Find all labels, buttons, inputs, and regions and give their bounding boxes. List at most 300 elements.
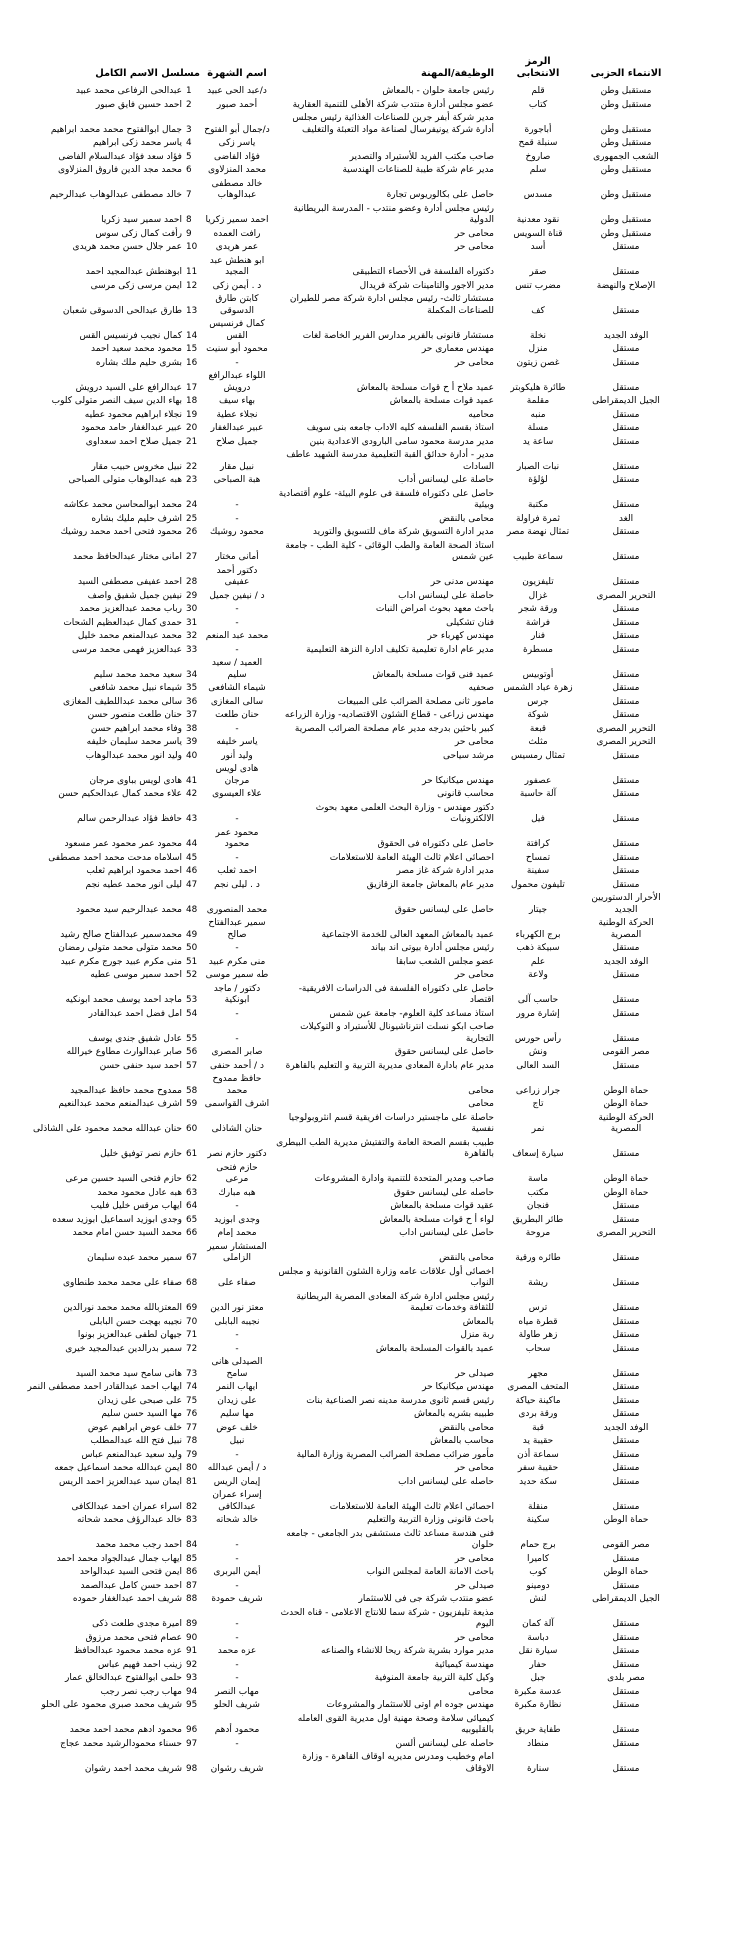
full-name-cell: شيماء نبيل محمد شافعى xyxy=(89,683,182,693)
serial-number-cell: 18 xyxy=(186,396,198,406)
electoral-symbol-cell: تمساح xyxy=(525,852,551,863)
occupation-cell: حاصل على بكالوريوس تجارة xyxy=(386,190,494,200)
party-affiliation-cell: مستقبل وطن xyxy=(600,215,652,225)
party-affiliation-cell: مستقل xyxy=(612,1409,640,1419)
candidate-row xyxy=(6,86,670,98)
serial-number-cell: 91 xyxy=(186,1646,198,1656)
full-name-cell: رباب محمد عبدالعزيز محمد xyxy=(79,604,182,614)
full-name-cell: محمد مجد الدين فاروق المنزلاوى xyxy=(57,165,182,175)
candidate-row xyxy=(6,1061,670,1073)
occupation-cell: مهندس كهرباء حر xyxy=(427,631,494,641)
full-name-cell: بهاء الدين سيف النصر متولى كلوب xyxy=(51,396,182,406)
serial-number-cell: 26 xyxy=(186,527,198,537)
serial-number-cell: 67 xyxy=(186,1253,198,1263)
electoral-symbol-cell: سكينة xyxy=(526,1515,550,1525)
alias-cell: - xyxy=(235,1330,239,1340)
occupation-cell: استاذ بقسم الفلسفه كليه الاداب جامعه بنى سويف xyxy=(306,423,494,433)
serial-number-cell: 55 xyxy=(186,1033,198,1044)
occupation-cell: مدير عام ادارة تعليمية تكليف ادارة النزهة التعليمية xyxy=(306,644,494,655)
occupation-cell: صيدلى حر xyxy=(455,1368,494,1379)
party-affiliation-cell: مستقل xyxy=(612,1659,640,1670)
alias-cell: احمد ثعلب xyxy=(217,866,257,876)
candidate-row xyxy=(6,1292,670,1315)
candidate-row xyxy=(6,658,670,681)
alias-cell: شيماء الشافعى xyxy=(208,683,266,693)
serial-number-cell: 53 xyxy=(186,995,198,1005)
serial-number-cell: 84 xyxy=(186,1540,198,1550)
serial-number-cell: 52 xyxy=(186,970,198,980)
serial-number-cell: 89 xyxy=(186,1619,198,1629)
electoral-symbol-cell: سلم xyxy=(529,165,547,175)
electoral-symbol-cell: كوب xyxy=(529,1567,547,1577)
occupation-cell: محامى حر xyxy=(454,1632,494,1643)
candidate-row xyxy=(6,152,670,164)
candidate-row xyxy=(6,1477,670,1489)
candidate-row xyxy=(6,1317,670,1329)
alias-cell: د . أيمن زكى xyxy=(212,280,262,291)
serial-number-cell: 2 xyxy=(186,99,192,110)
full-name-cell: نجيبه بهجت حسن البابلى xyxy=(89,1316,182,1327)
occupation-cell: استاذ الصحة العامة والطب الوقائى - كلية الطب - جامعة عين شمس xyxy=(285,540,494,562)
serial-number-cell: 6 xyxy=(186,165,192,175)
occupation-cell: حاصلة على ليسانس أداب xyxy=(398,475,494,485)
candidate-row xyxy=(6,319,670,342)
candidate-row xyxy=(6,724,670,736)
occupation-cell: عضو منتدب شركة جى فى للاستثمار xyxy=(358,1594,494,1604)
alias-cell: شريف الحلو xyxy=(214,1700,260,1710)
candidate-row xyxy=(6,1215,670,1227)
alias-cell: - xyxy=(235,1033,239,1044)
alias-cell: كمال فرنسيس القس xyxy=(209,319,265,341)
serial-number-cell: 54 xyxy=(186,1008,198,1019)
party-affiliation-cell: مستقبل وطن xyxy=(600,190,652,200)
occupation-cell: رئيس مجلس أدارة بيوتى اند بياند xyxy=(370,943,494,953)
candidate-row xyxy=(6,1047,670,1059)
party-affiliation-cell: مستقل xyxy=(612,382,640,393)
full-name-cell: وليد انور محمد عبدالوهاب xyxy=(85,750,182,761)
full-name-cell: اسلاماه مدحت محمد احمد مصطفى xyxy=(48,852,182,863)
party-affiliation-cell: التحرير المصرى xyxy=(596,723,656,734)
full-name-cell: خالد مصطفى عبدالوهاب عبدالرحيم xyxy=(49,190,182,200)
full-name-cell: جمال ابوالفتوح محمد محمد ابراهيم xyxy=(50,124,182,135)
serial-number-cell: 36 xyxy=(186,696,198,707)
header-electoral-symbol xyxy=(498,56,578,79)
occupation-cell: رئيس جامعة حلوان - بالمعاش xyxy=(382,86,494,96)
alias-cell: إيمان الريس xyxy=(213,1476,261,1487)
full-name-cell: نجلاء ابراهيم محمود عطيه xyxy=(84,409,182,420)
occupation-cell: اخصائى أول علاقات عامه وزارة الشئون القانونية و مجلس النواب xyxy=(278,1266,494,1288)
serial-number-cell: 8 xyxy=(186,215,192,225)
full-name-cell: احمد سيد حنفى حسن xyxy=(99,1060,182,1071)
full-name-cell: حازم نصر توفيق خليل xyxy=(100,1149,182,1159)
electoral-symbol-cell: آلة كمان xyxy=(522,1619,554,1629)
electoral-symbol-cell: زهر طاولة xyxy=(518,1330,558,1340)
occupation-cell: مدير ادارة شركة غاز مصر xyxy=(396,866,494,876)
full-name-cell: سمير بدرالدين عبدالمجيد خيرى xyxy=(65,1343,182,1354)
party-affiliation-cell: مستقل xyxy=(612,1395,640,1406)
candidate-row xyxy=(6,1267,670,1290)
candidate-row xyxy=(6,828,670,851)
occupation-cell: صيدلى حر xyxy=(455,1580,494,1591)
full-name-cell: محمد عبدالرحيم سيد محمود xyxy=(76,904,182,915)
party-affiliation-cell: مستقل xyxy=(612,683,640,693)
party-affiliation-cell: مستقل xyxy=(612,866,640,876)
full-name-cell: عزه محمد محمود عبدالحافظ xyxy=(73,1646,182,1656)
party-affiliation-cell: مستقل xyxy=(612,409,640,420)
party-affiliation-cell: حماة الوطن xyxy=(603,1187,649,1198)
party-affiliation-cell: التحرير المصرى xyxy=(596,737,656,747)
electoral-symbol-cell: حقيبة سفر xyxy=(517,1463,559,1473)
full-name-cell: سعيد محمد محمد سليم xyxy=(93,669,182,680)
electoral-symbol-cell: أوتوبيس xyxy=(522,669,554,680)
candidate-row xyxy=(6,789,670,801)
header-electoral-symbol-line1: الرمز xyxy=(525,56,551,67)
alias-cell: على زيدان xyxy=(217,1395,257,1406)
occupation-cell: محامى حر xyxy=(454,1463,494,1473)
alias-cell: عمر هريدى xyxy=(215,242,259,252)
party-affiliation-cell: الحركة الوطنية المصرية xyxy=(598,918,654,940)
party-affiliation-cell: مستقل xyxy=(612,1449,640,1460)
serial-number-cell: 40 xyxy=(186,750,198,761)
alias-cell: خالد شحاته xyxy=(215,1515,259,1525)
electoral-symbol-cell: تليفزيون xyxy=(522,577,554,587)
party-affiliation-cell: مستقبل وطن xyxy=(600,228,652,239)
serial-number-cell: 71 xyxy=(186,1330,198,1340)
candidate-row xyxy=(6,1163,670,1186)
party-affiliation-cell: مستقل xyxy=(612,995,640,1005)
alias-cell: شريف رشوان xyxy=(210,1763,264,1774)
party-affiliation-cell: الحركة الوطنية المصرية xyxy=(598,1112,654,1134)
full-name-cell: نبيل مخروس حبيب مقار xyxy=(91,461,182,472)
candidate-row xyxy=(6,1463,670,1475)
alias-cell: ايهاب النمر xyxy=(216,1382,258,1392)
alias-cell: شريف حمودة xyxy=(211,1594,263,1604)
alias-cell: دكتور أحمد عفيفى xyxy=(216,565,258,587)
alias-cell: - xyxy=(235,814,239,824)
candidate-row xyxy=(6,450,670,473)
electoral-symbol-cell: كاميرا xyxy=(526,1553,550,1564)
occupation-cell: حاصلة على ماجستير دراسات افريقية قسم انثروبولوجيا نفسية xyxy=(288,1112,494,1134)
alias-cell: حازم فتحى مرعى xyxy=(216,1162,258,1184)
party-affiliation-cell: مستقل xyxy=(612,1553,640,1564)
candidate-row xyxy=(6,751,670,763)
alias-cell: محمد المنزلاوى xyxy=(207,165,267,175)
full-name-cell: ايمان سيد عبدالعزيز احمد الريس xyxy=(59,1476,182,1487)
occupation-cell: عميد ملاح أ ح قوات مسلحة بالمعاش xyxy=(356,382,494,393)
occupation-cell: رئيس مجلس ادارة شركة المعادى المصرية البريطانية للثقافة وخدمات تعليمة xyxy=(296,1291,494,1313)
electoral-symbol-cell: قلم xyxy=(531,86,545,96)
electoral-symbol-cell: فنجان xyxy=(526,1201,550,1211)
alias-cell: نبيل xyxy=(229,1436,245,1446)
party-affiliation-cell: مصر بلدى xyxy=(607,1673,645,1683)
party-affiliation-cell: مستقبل وطن xyxy=(600,138,652,148)
candidate-row xyxy=(6,1515,670,1527)
full-name-cell: صفاء على محمد محمد طنطاوى xyxy=(63,1278,182,1288)
serial-number-cell: 81 xyxy=(186,1476,198,1487)
candidate-row xyxy=(6,1581,670,1593)
electoral-symbol-cell: سيارة نقل xyxy=(518,1646,558,1656)
party-affiliation-cell: الغد xyxy=(618,513,634,524)
alias-cell: وليد أنور xyxy=(221,750,253,761)
party-affiliation-cell: مستقل xyxy=(612,577,640,587)
occupation-cell: مرشد سياحى xyxy=(443,750,494,761)
alias-cell: علاء العيسوى xyxy=(212,789,262,799)
serial-number-cell: 59 xyxy=(186,1099,198,1109)
electoral-symbol-cell: ترس xyxy=(528,1303,548,1313)
electoral-symbol-cell: ريشة xyxy=(528,1278,548,1288)
electoral-symbol-cell: سفينة xyxy=(526,866,550,876)
party-affiliation-cell: مستقل xyxy=(612,631,640,641)
electoral-symbol-cell: شوكة xyxy=(527,710,549,720)
occupation-cell: حاصل على ليسانس حقوق xyxy=(394,1047,494,1057)
full-name-cell: صابر عبدالوارث مطاوع خيرالله xyxy=(66,1047,182,1057)
electoral-symbol-cell: فنار xyxy=(530,631,546,641)
candidate-row xyxy=(6,1567,670,1579)
electoral-symbol-cell: مكتبة xyxy=(527,500,549,510)
alias-cell: كابتن طارق الدسوقى xyxy=(215,294,259,316)
electoral-symbol-cell: قناة السويس xyxy=(513,228,563,239)
occupation-cell: عضو مجلس أدارة منتدب شركة الأهلى للتنمية العقارية xyxy=(292,99,494,110)
candidate-row xyxy=(6,1490,670,1513)
party-affiliation-cell: الأحرار الدستوريين الجديد xyxy=(591,893,661,915)
electoral-symbol-cell: منقلة xyxy=(528,1501,548,1512)
electoral-symbol-cell: صاروخ xyxy=(525,151,551,162)
candidate-row xyxy=(6,1554,670,1566)
alias-cell: اشرف القواسمى xyxy=(204,1099,270,1109)
full-name-cell: عبدالرافع على السيد درويش xyxy=(75,382,182,393)
candidate-row xyxy=(6,970,670,982)
alias-cell: د/عبد الحى عبيد xyxy=(207,86,267,96)
serial-number-cell: 50 xyxy=(186,943,198,953)
occupation-cell: مدير الاجور والتامينات شركة فريدال xyxy=(359,280,494,291)
alias-cell: حنان طلعت xyxy=(215,710,259,720)
full-name-cell: ايمن عبدالله محمد اسماعيل جمعه xyxy=(54,1463,182,1473)
serial-number-cell: 14 xyxy=(186,330,198,341)
electoral-symbol-cell: لؤلؤة xyxy=(528,475,548,485)
alias-cell: طه سمير موسى xyxy=(205,970,269,980)
serial-number-cell: 82 xyxy=(186,1501,198,1512)
candidate-row xyxy=(6,1188,670,1200)
occupation-cell: مدير موارد بشرية شركة ريحا للانشاء والصناعه xyxy=(320,1646,494,1656)
candidate-row xyxy=(6,179,670,202)
electoral-symbol-cell: حفار xyxy=(529,1659,547,1670)
full-name-cell: علاء محمد كمال عبدالحكيم حسن xyxy=(58,789,182,799)
electoral-symbol-cell: مسطرة xyxy=(523,644,553,655)
occupation-cell: مدير - أدارة حدائق القبة التعليمية مدرسة الشهيد عاطف السادات xyxy=(286,450,494,472)
serial-number-cell: 95 xyxy=(186,1700,198,1710)
electoral-symbol-cell: ورقة بردى xyxy=(518,1409,558,1419)
occupation-cell: حاصلة على ليسانس اداب xyxy=(398,590,494,601)
party-affiliation-cell: مستقل xyxy=(612,461,640,472)
serial-number-cell: 96 xyxy=(186,1725,198,1735)
alias-cell: محمد المنصورى xyxy=(206,904,268,915)
alias-cell: - xyxy=(235,1343,239,1354)
candidate-row xyxy=(6,853,670,865)
candidate-row xyxy=(6,1594,670,1606)
party-affiliation-cell: مستقل xyxy=(612,242,640,252)
party-affiliation-cell: مستقل xyxy=(612,1632,640,1643)
candidate-row xyxy=(6,514,670,526)
full-name-cell: نيفين جميل شفيق واصف xyxy=(87,590,182,601)
full-name-cell: ممدوح محمد حافظ عبدالمجيد xyxy=(70,1085,182,1096)
electoral-symbol-cell: أسد xyxy=(530,242,546,252)
full-name-cell: المعتزبالله محمد محمد نورالدين xyxy=(63,1303,182,1313)
electoral-symbol-cell: تاج xyxy=(532,1099,544,1109)
occupation-cell: محامى حر xyxy=(454,737,494,747)
serial-number-cell: 85 xyxy=(186,1553,198,1564)
alias-cell: هبه مبارك xyxy=(218,1187,256,1198)
serial-number-cell: 80 xyxy=(186,1463,198,1473)
serial-number-cell: 74 xyxy=(186,1382,198,1392)
full-name-cell: هادى لويس بباوى مرجان xyxy=(89,775,182,786)
full-name-cell: محمود عمر محمود عمر مسعود xyxy=(64,839,182,849)
occupation-cell: محامى حر xyxy=(454,357,494,368)
serial-number-cell: 87 xyxy=(186,1580,198,1591)
serial-number-cell: 20 xyxy=(186,423,198,433)
candidate-row xyxy=(6,358,670,370)
occupation-cell: حاصل على ليسانس اداب xyxy=(399,1228,494,1238)
candidate-row xyxy=(6,1228,670,1240)
party-affiliation-cell: مستقل xyxy=(612,775,640,786)
alias-cell: - xyxy=(235,723,239,734)
electoral-symbol-cell: فراشة xyxy=(525,617,551,628)
occupation-cell: مهندس معمارى حر xyxy=(421,344,494,354)
candidate-row xyxy=(6,566,670,589)
party-affiliation-cell: مستقل xyxy=(612,696,640,707)
occupation-cell: مدير عام بادارة المعادى مديرية التربية و التعليم بالقاهرة xyxy=(285,1060,494,1071)
full-name-cell: خلف عوض ابراهيم عوض xyxy=(87,1422,182,1433)
candidate-row xyxy=(6,604,670,616)
electoral-symbol-cell: سكة حديد xyxy=(519,1476,557,1487)
occupation-cell: محامى xyxy=(468,1099,494,1109)
occupation-cell: محامى بالنقض xyxy=(439,1422,494,1433)
alias-cell: د . ليلى نجم xyxy=(214,879,260,890)
alias-cell: رافت العمده xyxy=(213,228,261,239)
party-affiliation-cell: حماة الوطن xyxy=(603,1174,649,1184)
alias-cell: د/جمال أبو الفتوح xyxy=(204,124,270,135)
candidate-row xyxy=(6,631,670,643)
party-affiliation-cell: مستقل xyxy=(612,1303,640,1313)
electoral-symbol-cell: جيتار xyxy=(528,904,548,915)
serial-number-cell: 77 xyxy=(186,1422,198,1433)
candidate-row xyxy=(6,396,670,408)
header-serial-and-full-name: مسلسل الاسم الكامل xyxy=(95,67,200,79)
full-name-cell: احمد سمير سيد زكريا xyxy=(101,215,182,225)
full-name-cell: رأفت كمال زكى سوس xyxy=(95,228,182,239)
party-affiliation-cell: مصر القومى xyxy=(602,1540,650,1550)
electoral-symbol-cell: ماكينة حياكة xyxy=(515,1395,561,1406)
candidate-row xyxy=(6,1700,670,1712)
party-affiliation-cell: مستقبل وطن xyxy=(600,99,652,110)
candidate-row xyxy=(6,1739,670,1751)
alias-cell: منى مكرم عبيد xyxy=(208,956,266,967)
alias-cell: محمود عمر محمود xyxy=(215,827,259,849)
full-name-cell: امانى مختار عبدالحافظ محمد xyxy=(72,552,182,562)
occupation-cell: احصائى اعلام ثالث الهيئة العامة للاستعلامات xyxy=(329,1501,494,1512)
serial-number-cell: 70 xyxy=(186,1316,198,1327)
full-name-cell: محمدسمير عبدالفتاح صالح رشيد xyxy=(60,929,182,940)
party-affiliation-cell: مستقل xyxy=(612,669,640,680)
occupation-cell: مهندس ميكانيكا حر xyxy=(422,1382,494,1392)
party-affiliation-cell: مستقل xyxy=(612,852,640,863)
candidate-row xyxy=(6,1660,670,1672)
occupation-cell: احصائى اعلام ثالث الهيئة العامة للاستعلامات xyxy=(329,852,494,863)
full-name-cell: هبه عادل محمود محمد xyxy=(97,1187,182,1198)
serial-number-cell: 37 xyxy=(186,710,198,720)
electoral-symbol-cell: منبه xyxy=(530,409,546,420)
alias-cell: - xyxy=(235,1553,239,1564)
serial-number-cell: 78 xyxy=(186,1436,198,1446)
electoral-symbol-cell: أباجورة xyxy=(524,124,552,135)
full-name-cell: محمد السيد حسن امام محمد xyxy=(72,1228,182,1238)
occupation-cell: محاميه xyxy=(468,409,494,420)
electoral-symbol-cell: حقيبة يد xyxy=(522,1436,554,1446)
alias-cell: - xyxy=(235,357,239,368)
party-affiliation-cell: مستقل xyxy=(612,1501,640,1512)
alias-cell: خالد مصطفى عبدالوهاب xyxy=(211,178,263,200)
electoral-symbol-cell: طفاية حريق xyxy=(515,1725,561,1735)
candidate-row xyxy=(6,1382,670,1394)
candidate-row xyxy=(6,229,670,241)
alias-cell: محمد عبد المنعم xyxy=(205,631,269,641)
candidate-row xyxy=(6,1074,670,1097)
party-affiliation-cell: مستقل xyxy=(612,1008,640,1019)
serial-number-cell: 66 xyxy=(186,1228,198,1238)
alias-cell: - xyxy=(235,1449,239,1460)
candidate-row xyxy=(6,880,670,892)
alias-cell: احمد سمير زكريا xyxy=(205,215,269,225)
serial-number-cell: 32 xyxy=(186,631,198,641)
party-affiliation-cell: التحرير المصرى xyxy=(596,1228,656,1238)
electoral-symbol-cell: علم xyxy=(530,956,546,967)
candidate-row xyxy=(6,1687,670,1699)
party-affiliation-cell: مستقبل وطن xyxy=(600,124,652,135)
candidate-row xyxy=(6,1608,670,1631)
serial-number-cell: 93 xyxy=(186,1673,198,1683)
party-affiliation-cell: مستقل xyxy=(612,1382,640,1392)
full-name-cell: عادل شفيق جندى يوسف xyxy=(88,1033,182,1044)
full-name-cell: اشرف حليم مليك بشاره xyxy=(91,513,182,524)
alias-cell: د / نيفين جميل xyxy=(209,590,265,601)
alias-cell: محمود أبو سنيت xyxy=(206,344,268,354)
party-affiliation-cell: مستقل xyxy=(612,604,640,614)
occupation-cell: باحث الامانة العامة لمجلس النواب xyxy=(366,1567,494,1577)
serial-number-cell: 1 xyxy=(186,86,192,96)
serial-number-cell: 83 xyxy=(186,1515,198,1525)
occupation-cell: حاصل على دكتوراه فلسفة فى علوم البيئة- علوم أقتصادية وبيئية xyxy=(278,488,494,510)
occupation-cell: وكيل كلية التربية جامعة المنوفية xyxy=(374,1673,494,1683)
party-affiliation-cell: مستقل xyxy=(612,617,640,628)
electoral-symbol-cell: طائرة هليكوبتر xyxy=(510,382,566,393)
party-affiliation-cell: حماة الوطن xyxy=(603,1099,649,1109)
full-name-cell: محمود ادهم محمد احمد محمد xyxy=(69,1725,182,1735)
alias-cell: دكتور حازم نصر xyxy=(207,1149,267,1159)
occupation-cell: مهندسة كيميائية xyxy=(434,1659,494,1670)
full-name-cell: احمد حسين فايق صبور xyxy=(95,99,182,110)
party-affiliation-cell: مستقل xyxy=(612,1700,640,1710)
candidate-row xyxy=(6,410,670,422)
party-affiliation-cell: مستقل xyxy=(612,436,640,447)
full-name-cell: ايمن مرسى زكى مرسى xyxy=(90,280,182,291)
candidates-table xyxy=(6,56,670,1775)
alias-cell: محمد إمام xyxy=(217,1228,257,1238)
electoral-symbol-cell: غزال xyxy=(528,590,548,601)
full-name-cell: امل فضل احمد عبدالقادر xyxy=(88,1008,182,1019)
alias-cell: - xyxy=(235,1659,239,1670)
candidate-row xyxy=(6,344,670,356)
occupation-cell: محامى xyxy=(468,1686,494,1697)
electoral-symbol-cell: نقود معدنية xyxy=(516,215,560,225)
